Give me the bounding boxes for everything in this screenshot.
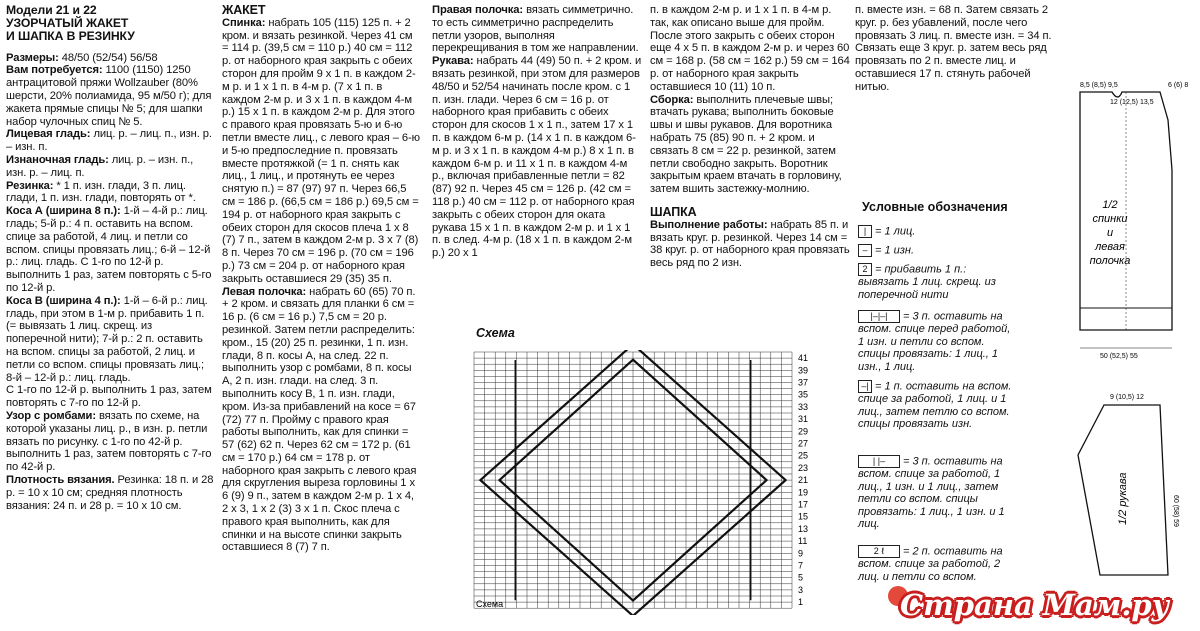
legend-text: = 1 изн. xyxy=(875,244,914,257)
paragraph xyxy=(650,94,850,196)
row-number: 3 xyxy=(798,584,804,595)
legend-symbol-icon: | xyxy=(858,225,872,238)
row-number: 25 xyxy=(798,450,809,461)
legend-item xyxy=(858,545,1018,583)
paragraph-text: 1-й – 4-й р.: лиц. гладь; 5-й р.: 4 п. оставить на вспом. спице за работой, 4 лиц. и петли со вспом. спицы провязать лиц.; 6-й – 12-й р.: лиц. гладь. С 1-го по 12-й р. выполнить 1 раз, затем повторять с 5-го по 12-й р. xyxy=(6,205,212,294)
schematic1-top-mid: 12 (12,5) 13,5 xyxy=(1110,99,1154,106)
paragraph xyxy=(855,4,1060,94)
paragraph-heading: Рукава: xyxy=(432,55,474,68)
paragraph-text: набрать 105 (115) 125 п. + 2 кром. и вязать резинкой. Через 41 см = 114 р. (39,5 см = 110 р.) 40 см = 112 р. от наборного края закрыть с обеих сторон для пройм 9 х 1 п. в каждом 2-м р. и 1 х 1 п. в 4-м р. (7 х 1 п. в каждом 2-м р. и 3 х 1 п. в каждом 4-м р.) 15 х 1 п. в каждом 2-м р. Для этого с правого края провязать 5-ю и 6-ю петли вместе лиц., с левого края – 6-ю и 5-ю предпоследние п. провязать вместе протяжкой (= 1 п. снять как лиц., 1 лиц., и протянуть ее через снятую п.) = 87 (97) 97 п. Через 66,5 см = 186 р. (66,5 см = 186 р.) 69,5 см = 194 р. от наборного края закрыть с обеих сторон для скосов плеча 1 х 8 (7) 7 п., затем в каждом 2-м р. 3 х 7 (8) 8 п. Через 70 см = 196 р. (70 см = 196 р.) 73 см = 204 р. от наборного края закрыть оставшиеся 29 (35) 35 п. xyxy=(222,16,420,285)
row-number: 27 xyxy=(798,438,809,449)
row-number: 41 xyxy=(798,353,809,364)
paragraph-heading: Изнаночная гладь: xyxy=(6,153,109,166)
chart-corner-label: Схема xyxy=(476,599,504,610)
paragraph-text: * 1 п. изн. глади, 3 п. лиц. глади, 1 п. изн. глади, повторять от *. xyxy=(6,179,196,205)
paragraph-text: вязать по схеме, на которой указаны лиц. р., в изн. р. петли вязать по рисунку. с 1-го по 42-й р. выполнить 1 раз, затем повторять с 7-го по 42-й р. xyxy=(6,409,212,474)
schematic2-top: 9 (10,5) 12 xyxy=(1110,394,1144,401)
column-1-text xyxy=(6,52,214,513)
legend-text: = 3 п. оставить на вспом. спице за работой, 1 лиц., 1 изн. и 1 лиц., затем петли со вспом. спицы провязать: 1 лиц., 1 изн. и 1 лиц. xyxy=(858,455,1005,530)
paragraph-text: 1100 (1150) 1250 антрацитовой пряжи Wollzauber (80% шерсти, 20% полиамида, 95 м/50 г); для жакета прямые спицы № 5; для шапки набор чулочных спиц № 5. xyxy=(6,64,212,128)
schematic1-label-3: и xyxy=(1106,227,1114,239)
paragraph xyxy=(6,410,214,474)
legend-item xyxy=(858,225,1018,238)
page-title: Модели 21 и 22 УЗОРЧАТЫЙ ЖАКЕТ И ШАПКА В РЕЗИНКУ xyxy=(6,3,135,44)
schematic1-bottom: 50 (52,5) 55 xyxy=(1100,353,1138,360)
paragraph-heading: Узор с ромбами: xyxy=(6,409,96,422)
row-number: 23 xyxy=(798,462,809,473)
row-number: 19 xyxy=(798,487,809,498)
paragraph xyxy=(6,384,214,410)
paragraph xyxy=(6,295,214,385)
column-4-text xyxy=(650,4,850,196)
paragraph xyxy=(222,17,420,286)
legend-symbol-icon: |–|–| xyxy=(858,310,900,323)
paragraph xyxy=(6,64,214,128)
legend-item xyxy=(858,310,1018,373)
chart-title: Схема xyxy=(476,326,515,340)
row-number: 29 xyxy=(798,426,809,437)
legend-symbol-icon: 2 ℓ xyxy=(858,545,900,558)
paragraph xyxy=(432,55,642,260)
row-number: 37 xyxy=(798,377,809,388)
paragraph xyxy=(6,180,214,206)
legend-title: Условные обозначения xyxy=(862,200,1008,214)
section-heading-hat: ШАПКА xyxy=(650,204,697,219)
row-number: 15 xyxy=(798,511,809,522)
legend-text: = 2 п. оставить на вспом. спице за работой, 2 лиц. и петли со вспом. xyxy=(858,545,1003,583)
legend-text: = 1 п. оставить на вспом. спице за работой, 1 лиц. и 1 лиц., затем петлю со вспом. спицы провязать изн. xyxy=(858,380,1012,430)
paragraph-heading: Правая полочка: xyxy=(432,4,524,16)
legend-symbol-icon: – xyxy=(858,244,872,257)
row-number: 39 xyxy=(798,365,809,376)
knitting-chart xyxy=(470,350,815,615)
row-number: 13 xyxy=(798,523,809,534)
paragraph-heading: Размеры: xyxy=(6,51,59,64)
paragraph-text: выполнить плечевые швы; втачать рукава; выполнить боковые швы и швы рукавов. Для воротника набрать 75 (85) 90 п. + 2 кром. и связать 8 см = 22 р. резинкой, затем петли свободно закрыть. Воротник закрытым краем втачать в горловину, затем вшить застежку-молнию. xyxy=(650,93,842,196)
paragraph-text: Резинка: 18 п. и 28 р. = 10 х 10 см; средняя плотность вязания: 24 п. и 28 р. = 10 х 10 см. xyxy=(6,473,214,512)
legend-item xyxy=(858,380,1018,431)
paragraph-text: набрать 60 (65) 70 п. + 2 кром. и связать для планки 6 см = 16 р. (6 см = 16 р.) 7,5 см = 20 р. резинкой. Затем петли распределить: кром., 15 (20) 25 п. резинки, 1 п. изн. глади, 8 п. косы А, на след. 22 п. выполнить узор с ромбами, 8 п. косы А, 2 п. изн. глади. на след. 3 п. выполнить косу В, 1 п. изн. глади, кром. Из-за прибавлений на косе = 67 (72) 77 п. Пройму с правого края работы выполнить, как для спинки = 57 (62) 62 п. Через 62 см = 172 р. (61 см = 170 р.) 64 см = 178 р. от наборного края закрыть с левого края для скругления выреза горловины 1 х 6 (9) 9 п., затем в каждом 2-м р. 1 х 4, 2 х 3, 1 х 2 (3) 3 х 1 п. Скос плеча с правого края выполнить, как для спинки и на высоте спинки закрыть оставшиеся 8 (7) 7 п. xyxy=(222,285,417,554)
row-number: 5 xyxy=(798,572,804,583)
paragraph xyxy=(6,474,214,512)
section-heading-jacket: ЖАКЕТ xyxy=(222,3,266,17)
row-number: 7 xyxy=(798,560,804,571)
paragraph-text: 48/50 (52/54) 56/58 xyxy=(58,51,158,64)
schematic1-label-4: левая xyxy=(1095,241,1125,253)
legend-text: = 3 п. оставить на вспом. спице перед работой, 1 изн. и петли со вспом. спицы провязать: 1 лиц., 1 изн., 1 лиц. xyxy=(858,310,1011,373)
paragraph-text: п. в каждом 2-м р. и 1 х 1 п. в 4-м р. так, как описано выше для пройм. После этого закрыть с обеих сторон еще 4 х 5 п. в каждом 2-м р. и через 60 см = 168 р. (58 см = 162 р.) 59 см = 164 р. от наборного края закрыть оставшиеся 10 (11) 10 п. xyxy=(650,4,850,93)
row-number: 11 xyxy=(798,536,808,547)
paragraph xyxy=(650,4,850,94)
row-number: 31 xyxy=(798,414,809,425)
paragraph-text: 1-й – 6-й р.: лиц. гладь, при этом в 1-м р. прибавить 1 п. (= вывязать 1 лиц. скрещ. из поперечной нити); 7-й р.: 2 п. оставить на вспом. спицы за работой, 2 лиц. и петли со вспом. спицы провязать лиц.; 8-й – 12-й р.: лиц. гладь. xyxy=(6,294,208,384)
row-number: 33 xyxy=(798,401,809,412)
paragraph xyxy=(222,286,420,555)
paragraph-text: набрать 44 (49) 50 п. + 2 кром. и вязать резинкой, при этом для размеров 48/50 и 52/54 начинать после кром. с 1 п. изн. глади. Через 6 см = 16 р. от наборного края прибавить с обеих сторон для скосов 1 х 1 п., затем 17 х 1 п. в каждом 6-м р. (14 х 1 п. в каждом 6-м р. и 3 х 1 п. в каждом 4-м р.) 8 х 1 п. в каждом 6-м р. и 11 х 1 п. в каждом 4-м р., включая прибавленные петли = 82 (87) 92 п. Через 45 см = 126 р. (42 см = 118 р.) 40 см = 112 р. от наборного края закрыть с обеих сторон для оката рукава 15 х 1 п. в каждом 2-м р. и 1 х 1 п. в след. 4-м р. (18 х 1 п. в каждом 2-м р.) 20 х 1 xyxy=(432,55,642,260)
paragraph-heading: Коса В (ширина 4 п.): xyxy=(6,294,121,307)
row-number: 21 xyxy=(798,475,809,486)
legend-symbol-icon: –| xyxy=(858,380,872,393)
column-2-text xyxy=(222,17,420,554)
schematic2-label: 1/2 рукава xyxy=(1117,472,1129,525)
paragraph-heading: Спинка: xyxy=(222,16,266,29)
paragraph xyxy=(6,128,214,154)
row-number: 9 xyxy=(798,548,804,559)
schematic-back-front xyxy=(1060,80,1198,362)
schematic1-label-2: спинки xyxy=(1092,213,1128,225)
paragraph-heading: Коса А (ширина 8 п.): xyxy=(6,205,121,218)
column-4 xyxy=(650,4,850,270)
column-4b-text xyxy=(650,219,850,270)
column-1 xyxy=(6,4,214,512)
row-number: 35 xyxy=(798,389,809,400)
column-3-text xyxy=(432,4,642,260)
schematic2-side: 60 (58) 59 xyxy=(1172,495,1179,527)
paragraph-heading: Сборка: xyxy=(650,93,694,106)
legend-symbol-icon: | |– xyxy=(858,455,900,468)
schematic1-label-1: 1/2 xyxy=(1102,199,1118,211)
paragraph xyxy=(432,4,642,55)
column-2 xyxy=(222,4,420,554)
column-3 xyxy=(432,4,642,260)
paragraph-heading: Резинка: xyxy=(6,179,54,192)
paragraph-heading: Левая полочка: xyxy=(222,285,307,298)
paragraph-heading: Выполнение работы: xyxy=(650,218,768,231)
paragraph xyxy=(650,219,850,270)
paragraph xyxy=(6,52,214,65)
legend-text: = прибавить 1 п.: вывязать 1 лиц. скрещ. из поперечной нити xyxy=(858,263,996,301)
legend-item xyxy=(858,455,1018,531)
row-number: 17 xyxy=(798,499,809,510)
paragraph-heading: Лицевая гладь: xyxy=(6,128,91,141)
paragraph-text: лиц. р. – изн. п., изн. р. – лиц. п. xyxy=(6,153,194,179)
row-number: 1 xyxy=(798,597,804,608)
paragraph-heading: Вам потребуется: xyxy=(6,64,103,77)
column-5 xyxy=(855,4,1060,94)
paragraph xyxy=(6,205,214,295)
schematic1-top-left: 8,5 (8,5) 9,5 xyxy=(1080,82,1118,89)
paragraph-text: п. вместе изн. = 68 п. Затем связать 2 круг. р. без убавлений, после чего провязать 3 лиц. п. вместе изн. = 34 п. Связать еще 3 круг. р. затем весь ряд провязать по 2 п. вместе лиц. и оставшиеся 17 п. стянуть рабочей нитью. xyxy=(855,4,1052,93)
paragraph-text: вязать симметрично. то есть симметрично распределить петли узоров, выполняя перекрещивания в том же направлении. xyxy=(432,4,639,55)
legend-item xyxy=(858,263,1018,301)
legend-item xyxy=(858,244,1018,257)
paragraph-text: лиц. р. – лиц. п., изн. р. – изн. п. xyxy=(6,128,212,154)
paragraph-text: С 1-го по 12-й р. выполнить 1 раз, затем повторять с 7-го по 12-й р. xyxy=(6,384,212,410)
schematic1-top-right: 6 (6) 8 xyxy=(1168,82,1189,89)
schematic-sleeve xyxy=(1060,385,1198,585)
legend-symbol-icon: 2 xyxy=(858,263,872,276)
paragraph xyxy=(6,154,214,180)
paragraph-text: набрать 85 п. и вязать круг. р. резинкой. Через 14 см = 38 круг. р. от наборного края провязать весь ряд по 2 изн. xyxy=(650,218,850,270)
paragraph-heading: Плотность вязания. xyxy=(6,473,115,486)
column-5-text xyxy=(855,4,1060,94)
legend-text: = 1 лиц. xyxy=(875,225,916,238)
schematic1-label-5: полочка xyxy=(1089,255,1131,267)
watermark: Страна Мам.ру xyxy=(900,588,1170,622)
